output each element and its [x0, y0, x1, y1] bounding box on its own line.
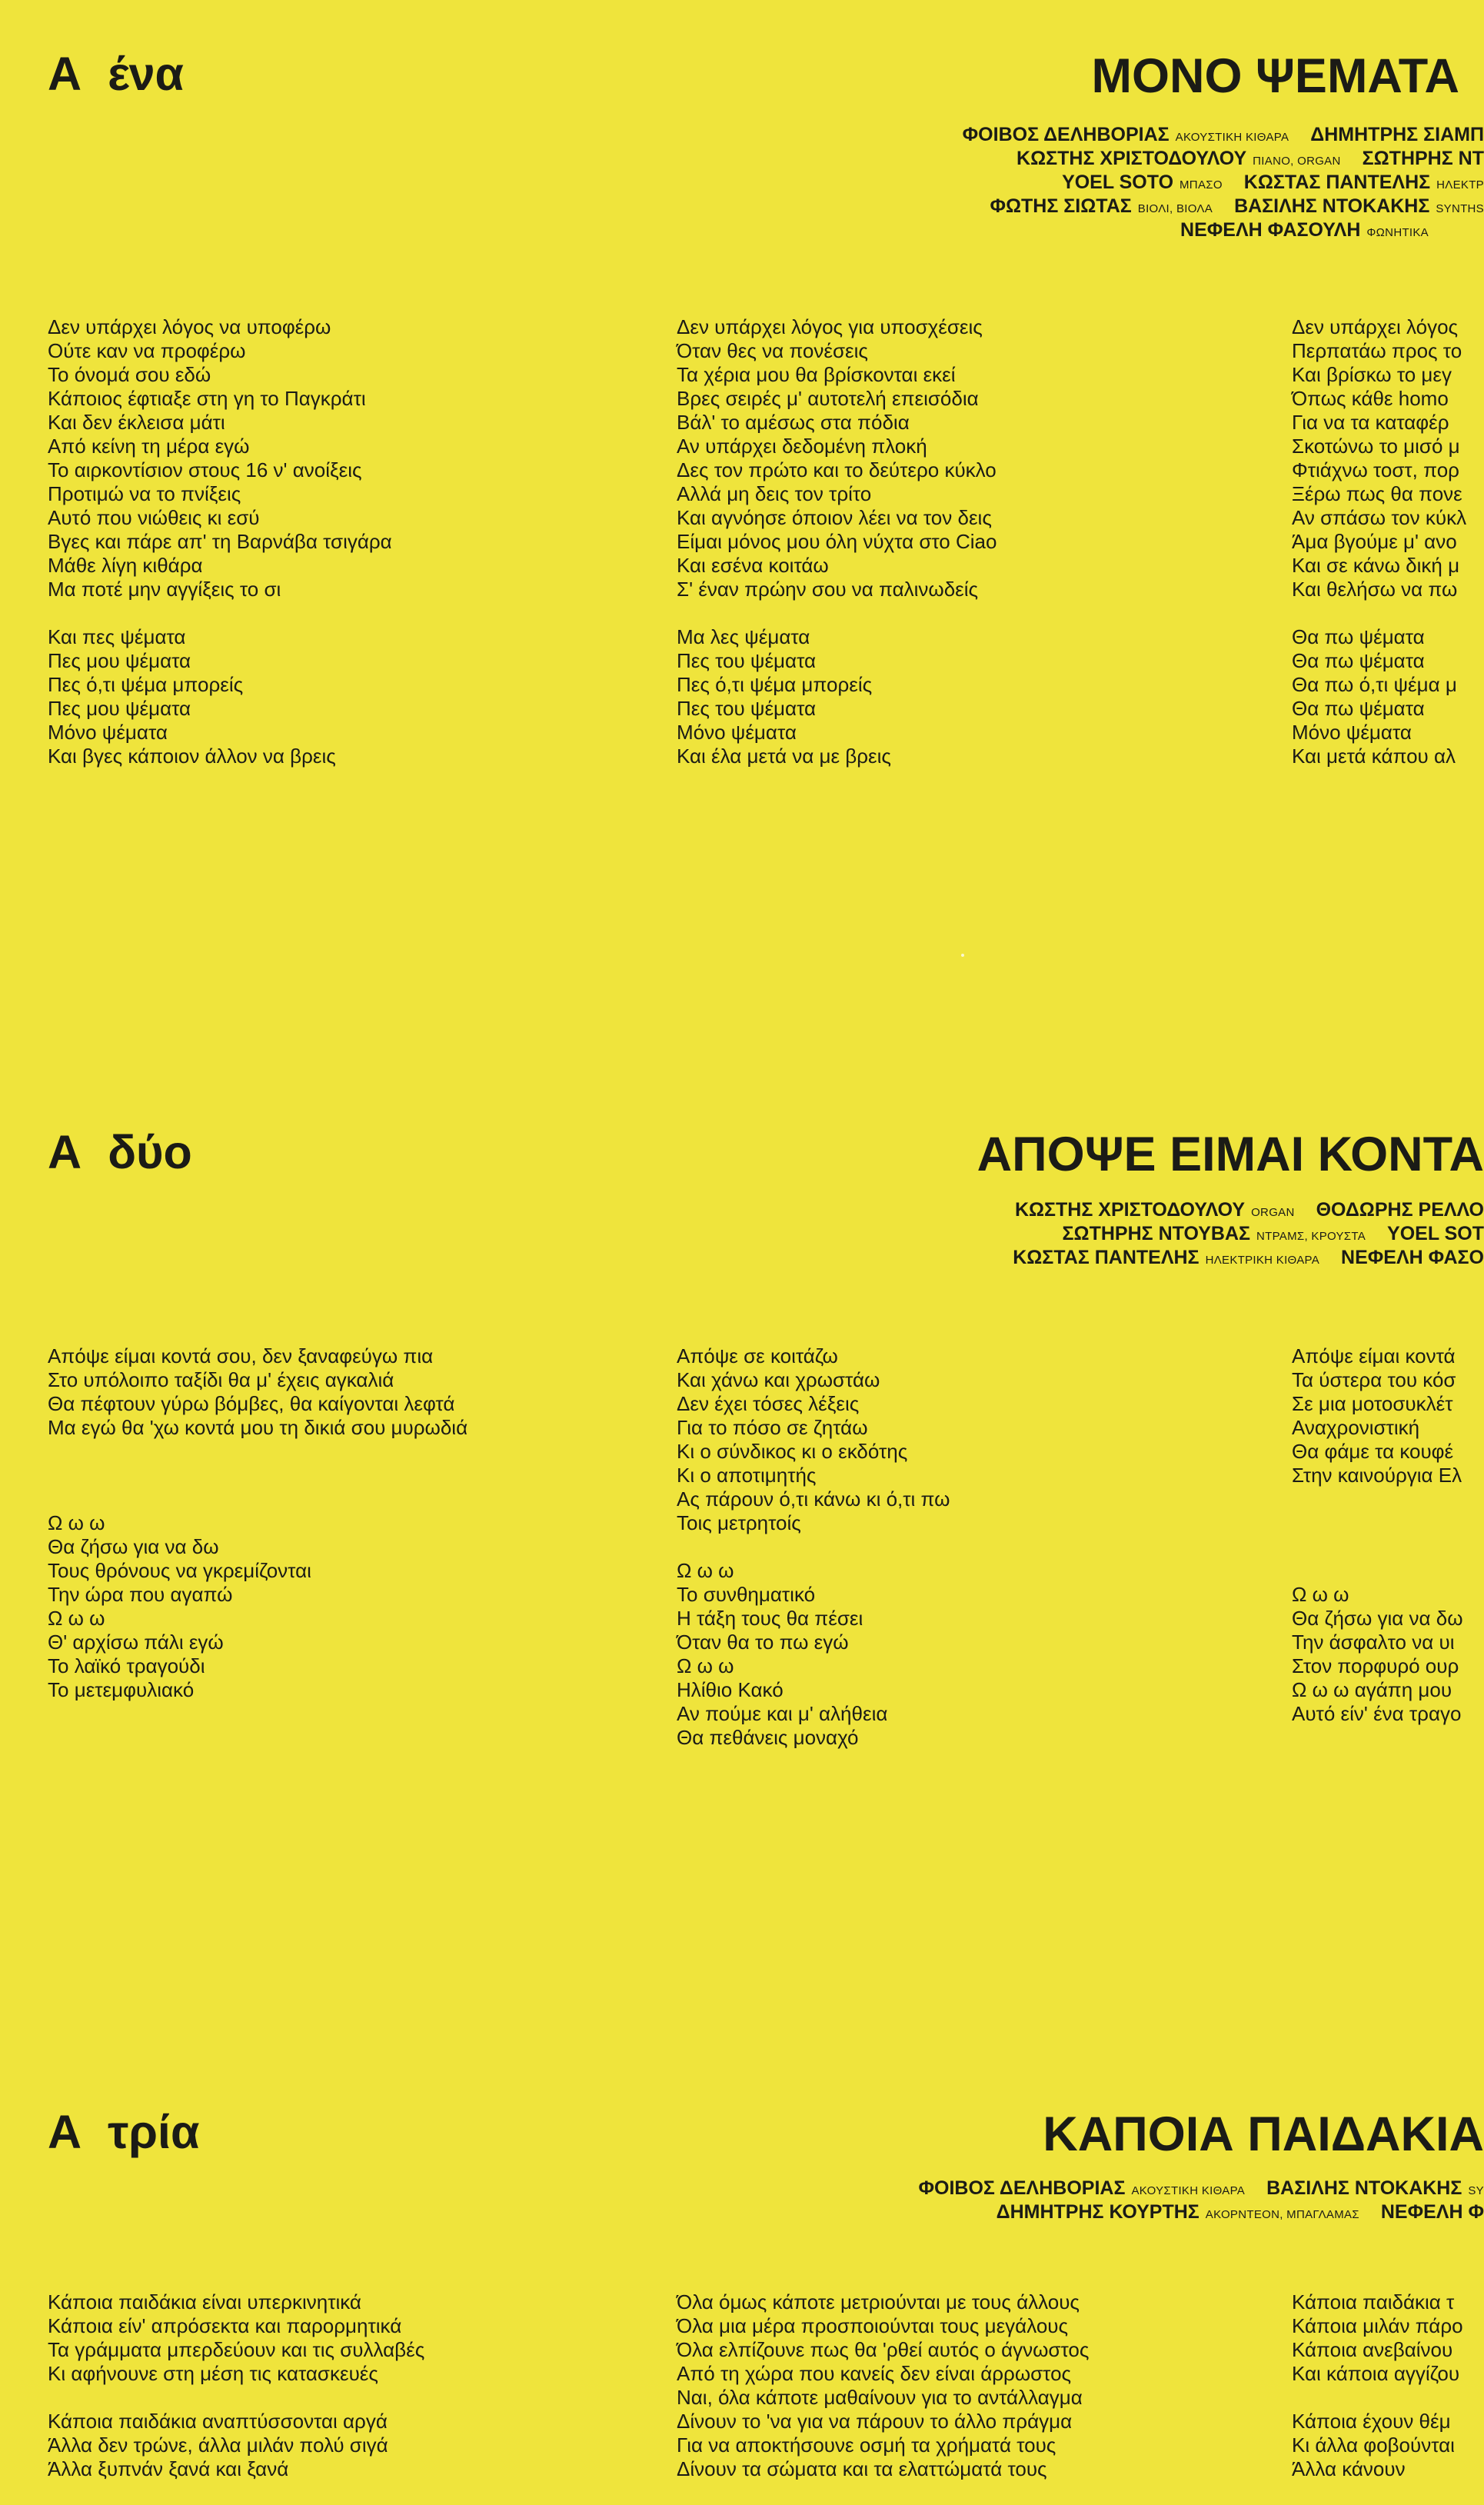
lyric-line: Και σε κάνω δική μ — [1292, 554, 1460, 577]
track-number-word: τρία — [108, 2106, 200, 2158]
lyric-line: Την άσφαλτο να υι — [1292, 1631, 1455, 1654]
lyric-line: Και αγνόησε όποιον λέει να τον δεις — [677, 506, 992, 529]
song-title: ΜΟΝΟ ΨΕΜΑΤΑ — [1091, 49, 1459, 103]
lyrics-column-2 — [677, 315, 997, 792]
lyric-line: Αν σπάσω τον κύκλ — [1292, 506, 1467, 529]
lyric-line: Θα πω ψέματα — [1292, 649, 1425, 672]
musician-name: ΔΗΜΗΤΡΗΣ ΣΙΑΜΠ — [1310, 124, 1484, 145]
musician-name: ΝΕΦΕΛΗ Φ — [1380, 2201, 1484, 2223]
lyric-line: Βρες σειρές μ' αυτοτελή επεισόδια — [677, 387, 979, 410]
lyric-line: Τα γράμματα μπερδεύουν και τις συλλαβές — [48, 2338, 425, 2361]
lyric-line: Τους θρόνους να γκρεμίζονται — [48, 1559, 311, 1582]
lyrics-stanza — [1292, 1344, 1463, 1487]
lyric-line: Το συνθηματικό — [677, 1583, 816, 1606]
lyric-line: Ναι, όλα κάποτε μαθαίνουν για το αντάλλαγμα — [677, 2386, 1083, 2409]
musician-role: ΑΚΟΥΣΤΙΚΗ ΚΙΘΑΡΑ — [1175, 131, 1289, 144]
song-section-1 — [0, 0, 1484, 1054]
lyric-line: Κάποια ανεβαίνου — [1292, 2338, 1453, 2361]
lyric-line: Αναχρονιστική — [1292, 1416, 1420, 1439]
lyric-line: Κάποια είν' απρόσεκτα και παρορμητικά — [48, 2314, 402, 2337]
lyric-line: Άμα βγούμε μ' ανο — [1292, 530, 1457, 553]
lyric-line: Δες τον πρώτο και το δεύτερο κύκλο — [677, 458, 997, 481]
lyric-line: Μα εγώ θα 'χω κοντά μου τη δικιά σου μυρωδιά — [48, 1416, 468, 1439]
lyric-line: Προτιμώ να το πνίξεις — [48, 482, 241, 505]
track-number-word: δύο — [108, 1126, 192, 1178]
credit-line — [963, 195, 1484, 218]
lyrics-stanza — [48, 315, 392, 601]
lyric-line: Όλα όμως κάποτε μετριούνται με τους άλλους — [677, 2290, 1080, 2313]
lyric-line: Θα πω ό,τι ψέμα μ — [1292, 673, 1457, 696]
lyrics-column-3 — [1292, 315, 1466, 792]
lyric-line: Πες του ψέματα — [677, 697, 816, 720]
side-label — [48, 2106, 200, 2158]
lyrics-column-1 — [48, 315, 392, 792]
lyric-line: Πες μου ψέματα — [48, 697, 191, 720]
lyrics-stanza — [1292, 315, 1466, 601]
musician-name: ΔΗΜΗΤΡΗΣ ΚΟΥΡΤΗΣ — [996, 2201, 1200, 2223]
lyric-line: Θα πεθάνεις μοναχό — [677, 1726, 859, 1749]
lyric-line: Θα πω ψέματα — [1292, 697, 1425, 720]
lyric-line: Και μετά κάπου αλ — [1292, 745, 1456, 768]
credits-block — [1013, 1198, 1484, 1270]
musician-name: ΚΩΣΤΑΣ ΠΑΝΤΕΛΗΣ — [1243, 172, 1431, 193]
musician-name: ΚΩΣΤΗΣ ΧΡΙΣΤΟΔΟΥΛΟΥ — [1017, 148, 1247, 169]
track-number-word: ένα — [108, 48, 185, 100]
musician-name: ΘΟΔΩΡΗΣ ΡΕΛΛΟ — [1316, 1199, 1484, 1221]
lyric-line: Θα φάμε τα κουφέ — [1292, 1440, 1454, 1463]
lyric-line: Στην καινούργια Ελ — [1292, 1464, 1462, 1487]
lyric-line: Ηλίθιο Κακό — [677, 1678, 784, 1701]
lyrics-stanza — [677, 315, 997, 601]
lyric-line: Τοις μετρητοίς — [677, 1511, 801, 1534]
lyric-line: Θα πέφτουν γύρω βόμβες, θα καίγονται λεφτά — [48, 1392, 455, 1415]
lyrics-stanza — [48, 2290, 424, 2386]
lyrics-stanza — [1292, 2290, 1463, 2386]
musician-name: ΦΟΙΒΟΣ ΔΕΛΗΒΟΡΙΑΣ — [918, 2177, 1126, 2199]
lyric-line: Ω ω ω — [677, 1654, 734, 1677]
credit-line — [918, 2200, 1484, 2224]
lyrics-stanza — [48, 1344, 467, 1440]
lyric-line: Θ' αρχίσω πάλι εγώ — [48, 1631, 224, 1654]
lyric-line: Δεν υπάρχει λόγος — [1292, 315, 1459, 338]
lyrics-column-2 — [677, 1344, 950, 1774]
lyric-line: Αν πούμε και μ' αλήθεια — [677, 1702, 888, 1725]
lyrics-column-3 — [1292, 2290, 1463, 2505]
lyric-line: Μάθε λίγη κιθάρα — [48, 554, 203, 577]
lyric-line: Και έλα μετά να με βρεις — [677, 745, 891, 768]
lyric-line: Και βγες κάποιον άλλον να βρεις — [48, 745, 336, 768]
credit-line — [963, 123, 1484, 147]
lyric-line: Τα χέρια μου θα βρίσκονται εκεί — [677, 363, 956, 386]
lyric-line: Μόνο ψέματα — [677, 721, 797, 744]
lyrics-stanza — [1292, 2410, 1463, 2481]
lyric-line: Άλλα κάνουν — [1292, 2457, 1406, 2480]
lyric-line: Δίνουν τα σώματα και τα ελαττώματά τους — [677, 2457, 1047, 2480]
lyric-line: Πες μου ψέματα — [48, 649, 191, 672]
lyric-line: Και βρίσκω το μεγ — [1292, 363, 1452, 386]
musician-name: YOEL SOTO — [1062, 172, 1174, 193]
lyric-line: Σκοτώνω το μισό μ — [1292, 435, 1460, 458]
lyric-line: Το αιρκοντίσιον στους 16 ν' ανοίξεις — [48, 458, 362, 481]
credit-line — [963, 171, 1484, 195]
lyric-line: Πες ό,τι ψέμα μπορείς — [677, 673, 873, 696]
lyric-line: Από τη χώρα που κανείς δεν είναι άρρωστος — [677, 2362, 1072, 2385]
musician-role: ΗΛΕΚΤΡ — [1436, 178, 1484, 192]
lyric-line: Για να αποκτήσουνε οσμή τα χρήματά τους — [677, 2433, 1056, 2457]
musician-role: SYNTHS — [1436, 202, 1484, 215]
musician-name: ΚΩΣΤΑΣ ΠΑΝΤΕΛΗΣ — [1013, 1247, 1200, 1268]
lyric-line: Κάποια έχουν θέμ — [1292, 2410, 1451, 2433]
lyric-line: Στο υπόλοιπο ταξίδι θα μ' έχεις αγκαλιά — [48, 1368, 394, 1391]
lyric-line: Κι άλλα φοβούνται — [1292, 2433, 1455, 2457]
lyric-line: Και θελήσω να πω — [1292, 578, 1458, 601]
lyric-line: Και πες ψέματα — [48, 625, 186, 648]
lyric-line: Και δεν έκλεισα μάτι — [48, 411, 225, 434]
musician-name: ΣΩΤΗΡΗΣ ΝΤ — [1362, 148, 1484, 169]
lyric-line: Ω ω ω αγάπη μου — [1292, 1678, 1452, 1701]
lyric-line: Και χάνω και χρωστάω — [677, 1368, 880, 1391]
lyric-line: Η τάξη τους θα πέσει — [677, 1607, 863, 1630]
lyric-line: Θα ζήσω για να δω — [1292, 1607, 1463, 1630]
lyric-line: Στον πορφυρό ουρ — [1292, 1654, 1459, 1677]
lyric-line: Την ώρα που αγαπώ — [48, 1583, 233, 1606]
song-section-2 — [0, 1054, 1484, 2069]
credit-line — [963, 147, 1484, 171]
musician-role: SY — [1468, 2184, 1484, 2197]
lyrics-chorus — [1292, 625, 1466, 768]
musician-name: ΦΩΤΗΣ ΣΙΩΤΑΣ — [990, 195, 1132, 217]
credit-line — [1013, 1246, 1484, 1270]
credit-line — [1013, 1198, 1484, 1222]
lyric-line: Για το πόσο σε ζητάω — [677, 1416, 868, 1439]
lyric-line: Κι ο σύνδικος κι ο εκδότης — [677, 1440, 908, 1463]
lyric-line: Απόψε είμαι κοντά — [1292, 1344, 1456, 1367]
side-letter: Α — [48, 1126, 82, 1178]
lyric-line: Βάλ' το αμέσως στα πόδια — [677, 411, 910, 434]
lyrics-column-3 — [1292, 1344, 1463, 1750]
lyrics-chorus — [677, 625, 997, 768]
lyric-line: Σ' έναν πρώην σου να παλινωδείς — [677, 578, 979, 601]
lyric-line: Κάποια παιδάκια είναι υπερκινητικά — [48, 2290, 361, 2313]
lyric-line: Δεν υπάρχει λόγος να υποφέρω — [48, 315, 331, 338]
lyric-line: Όλα μια μέρα προσποιούνται τους μεγάλους — [677, 2314, 1069, 2337]
lyric-line: Μόνο ψέματα — [1292, 721, 1412, 744]
lyric-line: Αν υπάρχει δεδομένη πλοκή — [677, 435, 927, 458]
credits-block — [963, 123, 1484, 242]
lyric-line: Αυτό είν' ένα τραγο — [1292, 1702, 1462, 1725]
lyrics-stanza — [677, 1344, 950, 1535]
lyrics-chorus — [1292, 1583, 1463, 1726]
lyrics-chorus — [677, 1559, 950, 1750]
song-title: ΑΠΟΨΕ ΕΙΜΑΙ ΚΟΝΤΑ — [977, 1128, 1484, 1181]
lyric-line: Το μετεμφυλιακό — [48, 1678, 195, 1701]
lyric-line: Κάποια παιδάκια αναπτύσσονται αργά — [48, 2410, 388, 2433]
lyric-line: Κι ο αποτιμητής — [677, 1464, 817, 1487]
lyric-line: Το όνομά σου εδώ — [48, 363, 211, 386]
lyrics-column-1 — [48, 1344, 467, 1726]
lyric-line: Δεν υπάρχει λόγος για υποσχέσεις — [677, 315, 983, 338]
lyric-line: Φτιάχνω τοστ, πορ — [1292, 458, 1459, 481]
musician-name: ΣΩΤΗΡΗΣ ΝΤΟΥΒΑΣ — [1062, 1223, 1251, 1244]
side-label — [48, 1126, 192, 1178]
musician-name: ΒΑΣΙΛΗΣ ΝΤΟΚΑΚΗΣ — [1266, 2177, 1462, 2199]
lyrics-column-2 — [677, 2290, 1089, 2505]
musician-name: ΝΕΦΕΛΗ ΦΑΣΟΥΛΗ — [1180, 219, 1361, 241]
lyric-line: Όταν θα το πω εγώ — [677, 1631, 849, 1654]
musician-name: ΝΕΦΕΛΗ ΦΑΣΟ — [1341, 1247, 1484, 1268]
lyric-line: Περπατάω προς το — [1292, 339, 1462, 362]
lyric-line: Κάποιος έφτιαξε στη γη το Παγκράτι — [48, 387, 366, 410]
song-section-3 — [0, 2069, 1484, 2493]
lyric-line: Ούτε καν να προφέρω — [48, 339, 246, 362]
lyric-line: Πες ό,τι ψέμα μπορείς — [48, 673, 244, 696]
side-letter: Α — [48, 2106, 82, 2158]
lyric-line: Ξέρω πως θα πονε — [1292, 482, 1462, 505]
lyric-line: Άλλα ξυπνάν ξανά και ξανά — [48, 2457, 289, 2480]
lyric-line: Ω ω ω — [48, 1511, 105, 1534]
lyric-line: Από κείνη τη μέρα εγώ — [48, 435, 250, 458]
musician-role: ΝΤΡΑΜΣ, ΚΡΟΥΣΤΑ — [1256, 1230, 1366, 1243]
lyric-line: Κι αφήνουνε στη μέση τις κατασκευές — [48, 2362, 378, 2385]
lyric-line: Μα λες ψέματα — [677, 625, 810, 648]
lyric-line: Ω ω ω — [48, 1607, 105, 1630]
lyrics-stanza — [48, 2410, 424, 2481]
lyrics-chorus — [48, 1511, 467, 1702]
lyric-line: Αυτό που νιώθεις κι εσύ — [48, 506, 260, 529]
lyric-line: Σε μια μοτοσυκλέτ — [1292, 1392, 1453, 1415]
lyrics-chorus — [48, 625, 392, 768]
musician-role: ORGAN — [1251, 1206, 1295, 1219]
lyric-line: Πες του ψέματα — [677, 649, 816, 672]
lyric-line: Ω ω ω — [1292, 1583, 1349, 1606]
lyric-line: Κάποια παιδάκια τ — [1292, 2290, 1455, 2313]
lyric-line: Κάποια μιλάν πάρο — [1292, 2314, 1463, 2337]
credit-line — [963, 218, 1484, 242]
credits-block — [918, 2177, 1484, 2224]
lyric-line: Τα ύστερα του κόσ — [1292, 1368, 1456, 1391]
musician-role: ΗΛΕΚΤΡΙΚΗ ΚΙΘΑΡΑ — [1205, 1254, 1320, 1267]
lyric-line: Απόψε είμαι κοντά σου, δεν ξαναφεύγω πια — [48, 1344, 434, 1367]
lyric-line: Για να τα καταφέρ — [1292, 411, 1449, 434]
side-label — [48, 48, 185, 100]
musician-name: ΒΑΣΙΛΗΣ ΝΤΟΚΑΚΗΣ — [1234, 195, 1430, 217]
lyric-line: Δεν έχει τόσες λέξεις — [677, 1392, 860, 1415]
musician-name: YOEL SOT — [1387, 1223, 1484, 1244]
lyrics-stanza — [677, 2290, 1089, 2481]
lyric-line: Άλλα δεν τρώνε, άλλα μιλάν πολύ σιγά — [48, 2433, 388, 2457]
credit-line — [918, 2177, 1484, 2200]
lyric-line: Και εσένα κοιτάω — [677, 554, 829, 577]
lyric-line: Ω ω ω — [677, 1559, 734, 1582]
lyric-line: Ας πάρουν ό,τι κάνω κι ό,τι πω — [677, 1487, 950, 1511]
musician-role: ΦΩΝΗΤΙΚΑ — [1366, 226, 1429, 239]
lyric-line: Είμαι μόνος μου όλη νύχτα στο Ciao — [677, 530, 997, 553]
musician-role: ΑΚΟΥΣΤΙΚΗ ΚΙΘΑΡΑ — [1131, 2184, 1246, 2197]
lyric-line: Το λαϊκό τραγούδι — [48, 1654, 205, 1677]
musician-role: ΒΙΟΛΙ, ΒΙΟΛΑ — [1137, 202, 1213, 215]
song-title: ΚΑΠΟΙΑ ΠΑΙΔΑΚΙΑ — [1043, 2107, 1484, 2161]
lyric-line: Θα πω ψέματα — [1292, 625, 1425, 648]
side-letter: Α — [48, 48, 82, 100]
musician-role: ΠΙΑΝΟ, ORGAN — [1253, 155, 1341, 168]
lyric-line: Και κάποια αγγίζου — [1292, 2362, 1460, 2385]
lyric-line: Θα ζήσω για να δω — [48, 1535, 219, 1558]
lyric-line: Όταν θες να πονέσεις — [677, 339, 868, 362]
lyric-line: Όλα ελπίζουνε πως θα 'ρθεί αυτός ο άγνωστος — [677, 2338, 1090, 2361]
lyric-line: Όπως κάθε homo — [1292, 387, 1449, 410]
credit-line — [1013, 1222, 1484, 1246]
musician-role: ΑΚΟΡΝΤΕΟΝ, ΜΠΑΓΛΑΜΑΣ — [1205, 2208, 1359, 2221]
musician-role: ΜΠΑΣΟ — [1180, 178, 1223, 192]
lyric-line: Μόνο ψέματα — [48, 721, 168, 744]
lyric-line: Μα ποτέ μην αγγίξεις το σι — [48, 578, 281, 601]
musician-name: ΦΟΙΒΟΣ ΔΕΛΗΒΟΡΙΑΣ — [962, 124, 1170, 145]
lyric-line: Αλλά μη δεις τον τρίτο — [677, 482, 872, 505]
lyric-line: Δίνουν το 'να για να πάρουν το άλλο πράγμα — [677, 2410, 1073, 2433]
lyric-line: Απόψε σε κοιτάζω — [677, 1344, 838, 1367]
lyric-line: Βγες και πάρε απ' τη Βαρνάβα τσιγάρα — [48, 530, 392, 553]
musician-name: ΚΩΣΤΗΣ ΧΡΙΣΤΟΔΟΥΛΟΥ — [1014, 1199, 1246, 1221]
lyrics-column-1 — [48, 2290, 424, 2505]
